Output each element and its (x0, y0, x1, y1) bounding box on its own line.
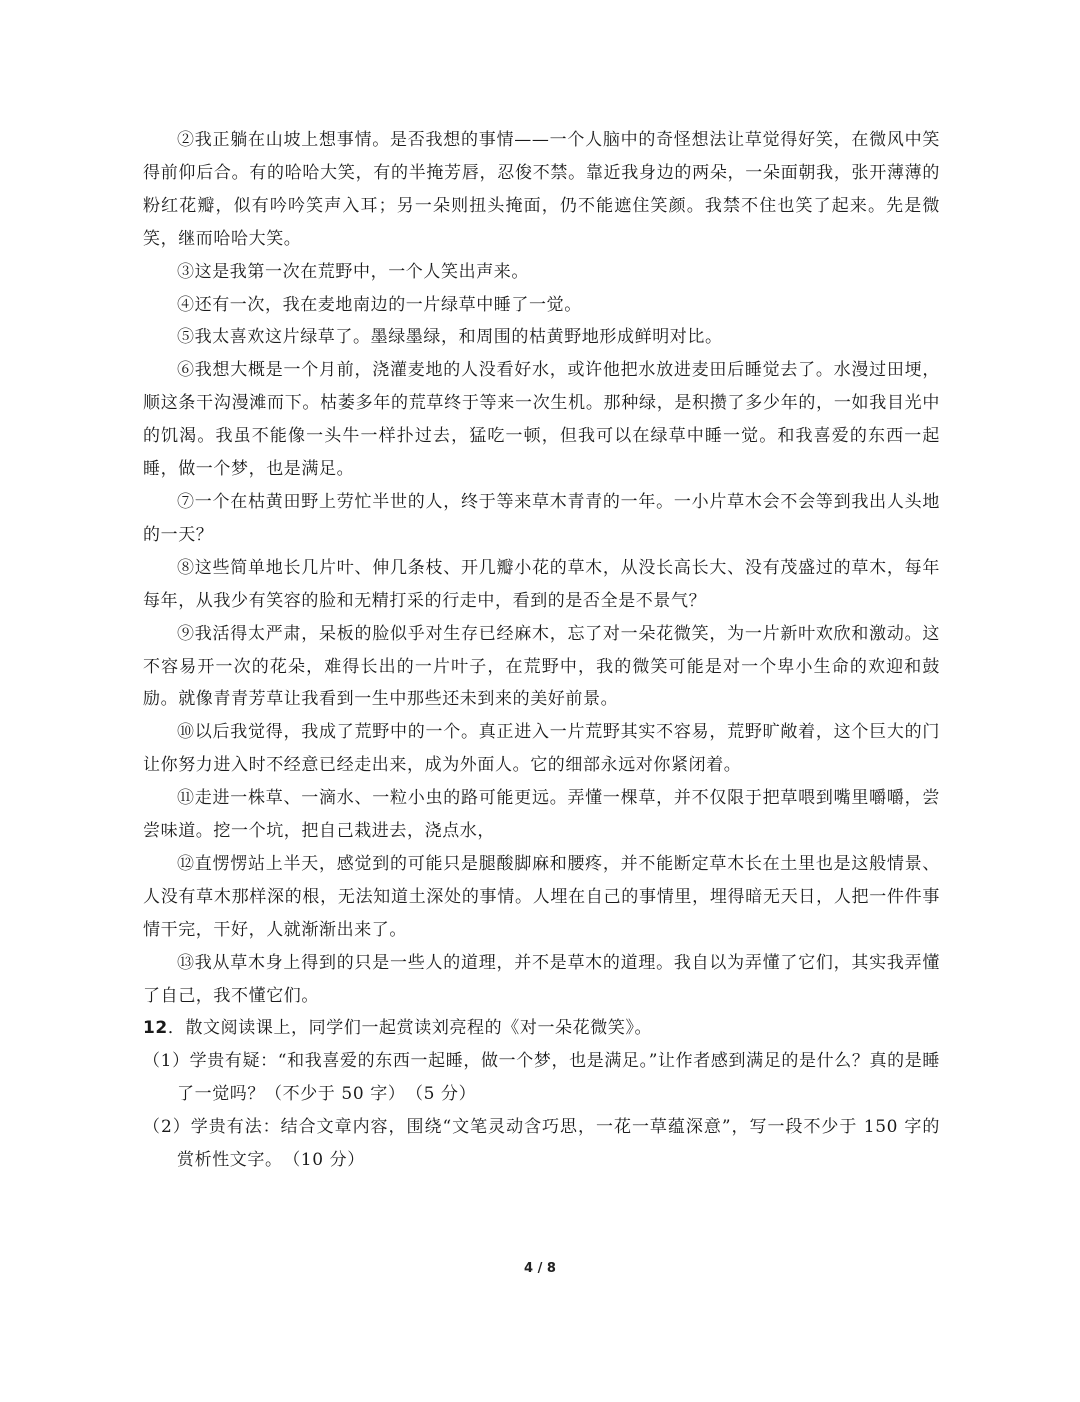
passage-paragraph-11: ⑪走进一株草、一滴水、一粒小虫的路可能更远。弄懂一棵草，并不仅限于把草喂到嘴里嚼嚼，尝尝味道。挖一个坑，把自己栽进去，浇点水， (143, 788, 940, 842)
passage-paragraph-4: ④还有一次，我在麦地南边的一片绿草中睡了一觉。 (177, 294, 582, 315)
question-number: 12 (143, 1018, 168, 1039)
passage-paragraph-10: ⑩以后我觉得，我成了荒野中的一个。真正进入一片荒野其实不容易，荒野旷敞着，这个巨大的门让你努力进入时不经意已经走出来，成为外面人。它的细部永远对你紧闭着。 (143, 722, 940, 776)
passage-paragraph-9: ⑨我活得太严肃，呆板的脸似乎对生存已经麻木，忘了对一朵花微笑，为一片新叶欢欣和激动。这不容易开一次的花朵，难得长出的一片叶子，在荒野中，我的微笑可能是对一个卑小生命的欢迎和鼓励。就像青青芳草让我看到一生中那些还未到来的美好前景。 (143, 623, 940, 710)
sub-question-2: （2）学贵有法：结合文章内容，围绕“文笔灵动含巧思，一花一草蕴深意”，写一段不少于 150 字的赏析性文字。 （10 分） (143, 1117, 940, 1171)
sub-question-1: （1）学贵有疑：“和我喜爱的东西一起睡，做一个梦，也是满足。”让作者感到满足的是什么？真的是睡了一觉吗？（不少于 50 字） （5 分） (143, 1051, 940, 1105)
passage-paragraph-13: ⑬我从草木身上得到的只是一些人的道理，并不是草木的道理。我自以为弄懂了它们，其实我弄懂了自己，我不懂它们。 (143, 952, 940, 1006)
passage-paragraph-8: ⑧这些简单地长几片叶、伸几条枝、开几瓣小花的草木，从没长高长大、没有茂盛过的草木，每年每年，从我少有笑容的脸和无精打采的行走中，看到的是否全是不景气？ (143, 557, 940, 611)
passage-paragraph-7: ⑦一个在枯黄田野上劳忙半世的人，终于等来草木青青的一年。一小片草木会不会等到我出人头地的一天？ (143, 491, 940, 545)
passage-paragraph-6: ⑥我想大概是一个月前，浇灌麦地的人没看好水，或许他把水放进麦田后睡觉去了。水漫过田埂，顺这条干沟漫滩而下。枯萎多年的荒草终于等来一次生机。那种绿，是积攒了多少年的，一如我目光中的饥渴。我虽不能像一头牛一样扑过去，猛吃一顿，但我可以在绿草中睡一觉。和我喜爱的东西一起睡，做一个梦，也是满足。 (143, 360, 940, 480)
question-12-title (143, 1012, 940, 1045)
page-number: 4 / 8 (524, 1261, 556, 1276)
passage-paragraph-12: ⑫直愣愣站上半天，感觉到的可能只是腿酸脚麻和腰疼，并不能断定草木长在土里也是这般情景、人没有草木那样深的根，无法知道土深处的事情。人埋在自己的事情里，埋得暗无天日，人把一件件事情干完，干好，人就渐渐出来了。 (143, 853, 940, 940)
question-stem: ．散文阅读课上，同学们一起赏读刘亮程的《对一朵花微笑》。 (167, 1018, 653, 1039)
page-content (143, 124, 940, 1177)
passage-paragraph-5: ⑤我太喜欢这片绿草了。墨绿墨绿，和周围的枯黄野地形成鲜明对比。 (177, 327, 723, 348)
passage-paragraph-3: ③这是我第一次在荒野中，一个人笑出声来。 (177, 261, 529, 282)
passage-paragraph-2: ②我正躺在山坡上想事情。是否我想的事情——一个人脑中的奇怪想法让草觉得好笑，在微风中笑得前仰后合。有的哈哈大笑，有的半掩芳唇，忍俊不禁。靠近我身边的两朵，一朵面朝我，张开薄薄的粉红花瓣，似有吟吟笑声入耳；另一朵则扭头掩面，仍不能遮住笑颜。我禁不住也笑了起来。先是微笑，继而哈哈大笑。 (143, 130, 940, 249)
